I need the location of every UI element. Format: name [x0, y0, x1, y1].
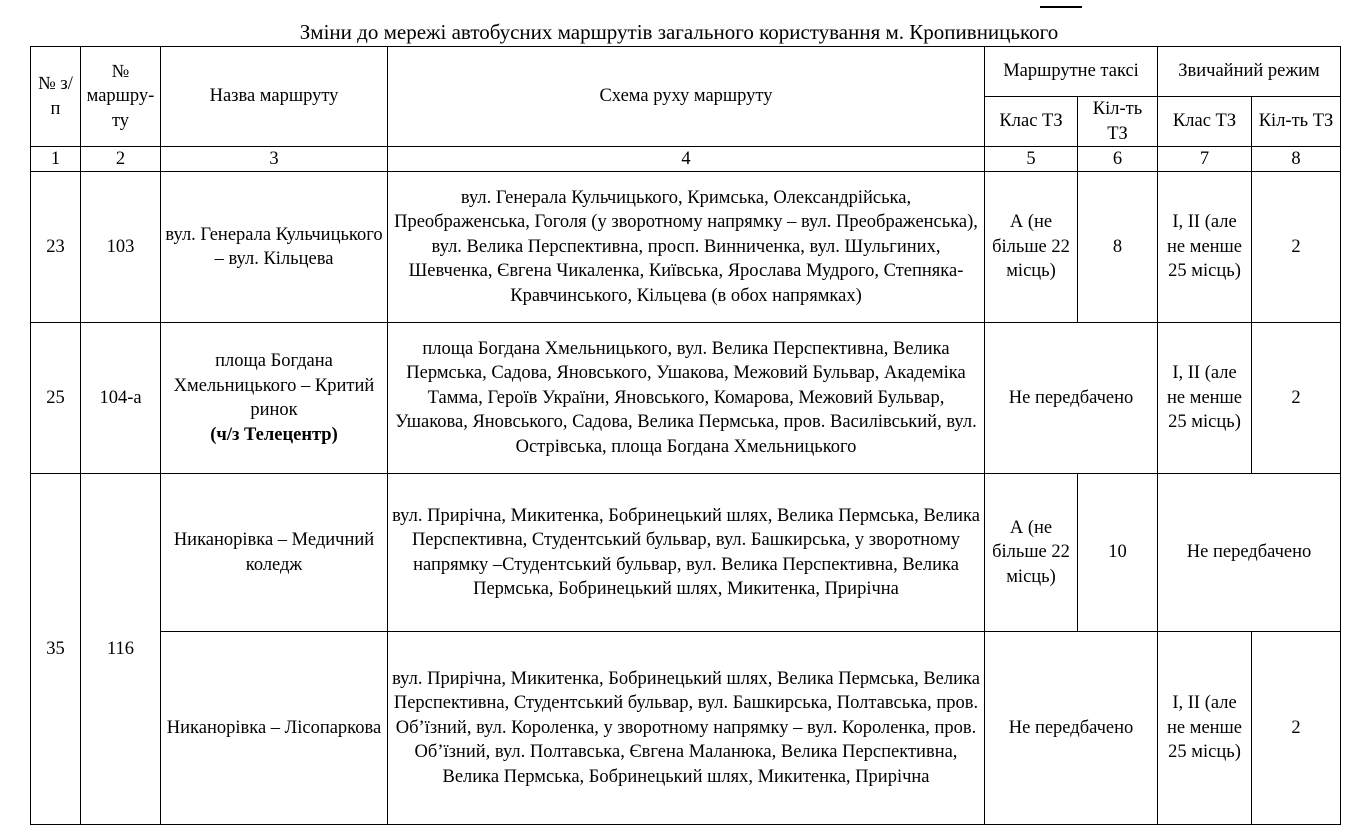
- header-route-scheme: Схема руху маршруту: [388, 47, 985, 147]
- row-regular-class: І, ІІ (але не менше 25 місць): [1158, 172, 1252, 323]
- header-regular-group: Звичайний режим: [1158, 47, 1341, 97]
- row-route-scheme: вул. Прирічна, Микитенка, Бобринецький шлях, Велика Пермська, Велика Перспективна, Студентський бульвар, вул. Башкирська, у зворотному напрямку –Студентський бульвар, вул. Велика Перспективна, Велика Пермська, Бобринецький шлях, Микитенка, Прирічна: [388, 474, 985, 632]
- header-route-number: № маршру-ту: [81, 47, 161, 147]
- row-regular-count: 2: [1252, 172, 1341, 323]
- column-number: 2: [81, 147, 161, 172]
- route-name-note: (ч/з Телецентр): [210, 424, 338, 445]
- row-num: 23: [31, 172, 81, 323]
- row-taxi-not-provided: Не передбачено: [985, 632, 1158, 825]
- row-taxi-count: 8: [1078, 172, 1158, 323]
- row-taxi-class: А (не більше 22 місць): [985, 172, 1078, 323]
- row-regular-not-provided: Не передбачено: [1158, 474, 1341, 632]
- table-row: [31, 474, 1341, 632]
- column-number: 8: [1252, 147, 1341, 172]
- header-regular-count: Кіл-ть ТЗ: [1252, 97, 1341, 147]
- column-number: 7: [1158, 147, 1252, 172]
- column-number: 1: [31, 147, 81, 172]
- row-regular-count: 2: [1252, 323, 1341, 474]
- row-num: 25: [31, 323, 81, 474]
- header-route-name: Назва маршруту: [161, 47, 388, 147]
- header-num: № з/п: [31, 47, 81, 147]
- column-number: 4: [388, 147, 985, 172]
- route-name-text: площа Богдана Хмельницького – Критий ринок: [173, 351, 375, 421]
- row-taxi-not-provided: Не передбачено: [985, 323, 1158, 474]
- table-row: [31, 172, 1341, 323]
- row-route-scheme: площа Богдана Хмельницького, вул. Велика Перспективна, Велика Пермська, Садова, Яновського, Ушакова, Межовий Бульвар, Академіка Тамма, Героїв України, Яновського, Комарова, Межовий Бульвар, Ушакова, Яновського, Садова, Велика Пермська, пров. Василівський, вул. Острівська, площа Богдана Хмельницького: [388, 323, 985, 474]
- document-title: Зміни до мережі автобусних маршрутів загального користування м. Кропивницького: [299, 20, 1059, 44]
- header-regular-class: Клас ТЗ: [1158, 97, 1252, 147]
- row-route-name: вул. Генерала Кульчицького – вул. Кільцева: [161, 172, 388, 323]
- column-number: 3: [161, 147, 388, 172]
- row-route-name: Никанорівка – Медичний коледж: [161, 474, 388, 632]
- table-row: [31, 632, 1341, 825]
- row-regular-class: І, ІІ (але не менше 25 місць): [1158, 323, 1252, 474]
- row-route-scheme: вул. Генерала Кульчицького, Кримська, Олександрійська, Преображенська, Гоголя (у зворотному напрямку – вул. Преображенська), вул. Велика Перспективна, просп. Винниченка, вул. Шульгиних, Шевченка, Євгена Чикаленка, Київська, Ярослава Мудрого, Степняка-Кравчинського, Кільцева (в обох напрямках): [388, 172, 985, 323]
- top-underline-mark: [1040, 6, 1082, 8]
- column-number: 5: [985, 147, 1078, 172]
- row-regular-class: І, ІІ (але не менше 25 місць): [1158, 632, 1252, 825]
- row-route-scheme: вул. Прирічна, Микитенка, Бобринецький шлях, Велика Пермська, Велика Перспективна, Студентський бульвар, вул. Башкирська, Полтавська, пров. Об’їзний, вул. Короленка, у зворотному напрямку – вул. Короленка, пров. Об’їзний, вул. Полтавська, Євгена Маланюка, Велика Перспективна, Велика Пермська, Бобринецький шлях, Микитенка, Прирічна: [388, 632, 985, 825]
- header-taxi-class: Клас ТЗ: [985, 97, 1078, 147]
- header-taxi-group: Маршрутне таксі: [985, 47, 1158, 97]
- row-num: 35: [31, 474, 81, 825]
- row-taxi-count: 10: [1078, 474, 1158, 632]
- routes-table: [30, 46, 1341, 825]
- row-route-name: [161, 323, 388, 474]
- column-number: 6: [1078, 147, 1158, 172]
- table-row: [31, 323, 1341, 474]
- row-route-number: 103: [81, 172, 161, 323]
- row-regular-count: 2: [1252, 632, 1341, 825]
- header-taxi-count: Кіл-ть ТЗ: [1078, 97, 1158, 147]
- row-route-name: Никанорівка – Лісопаркова: [161, 632, 388, 825]
- row-taxi-class: А (не більше 22 місць): [985, 474, 1078, 632]
- row-route-number: 104-а: [81, 323, 161, 474]
- row-route-number: 116: [81, 474, 161, 825]
